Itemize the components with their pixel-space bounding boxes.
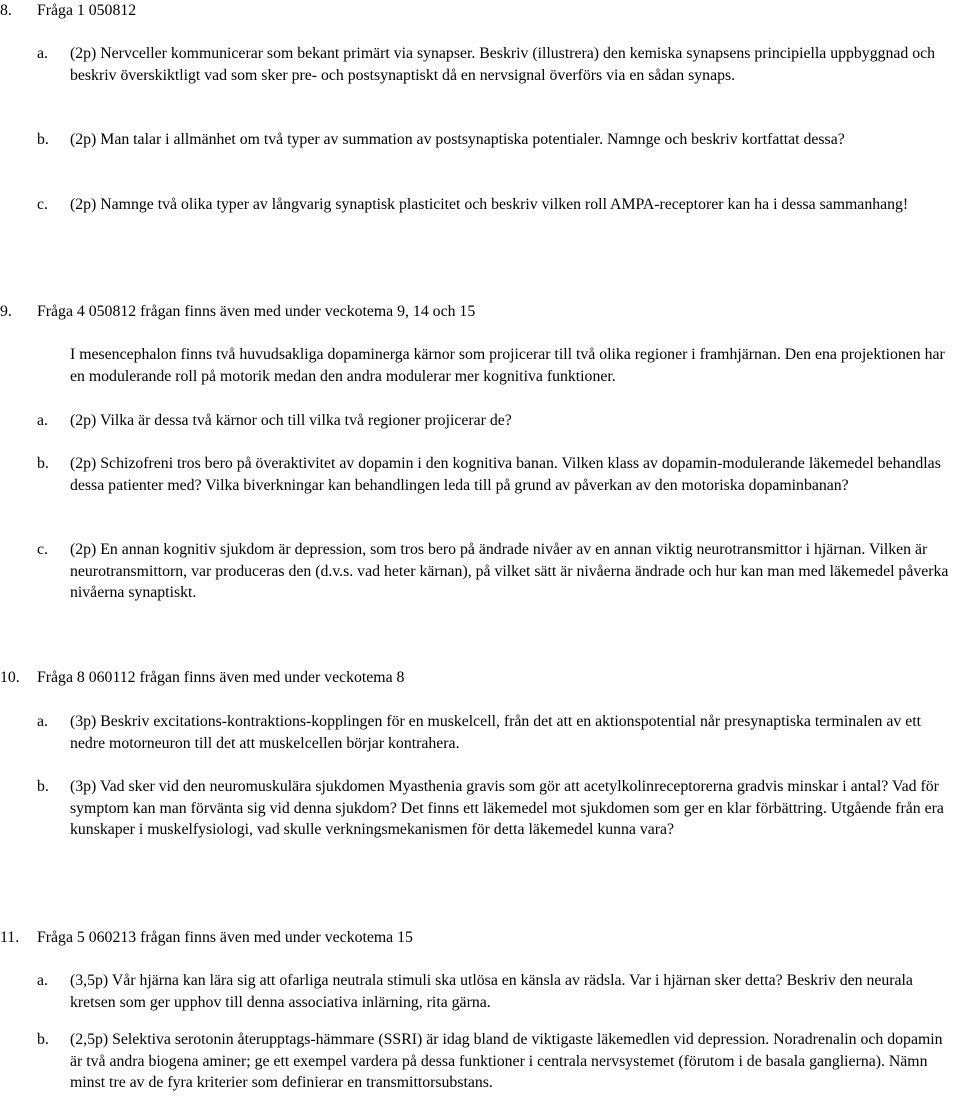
part-text: (2p) Vilka är dessa två kärnor och till vilka två regioner projicerar de? bbox=[70, 412, 512, 429]
part-letter: c. bbox=[37, 541, 48, 558]
part-text: (2p) Namnge två olika typer av långvarig synaptisk plasticitet och beskriv vilken roll AMPA-receptorer kan ha i dessa sammanhang! bbox=[70, 196, 909, 213]
part-letter: a. bbox=[37, 972, 48, 989]
part-letter: b. bbox=[37, 455, 49, 472]
part-text: (2,5p) Selektiva serotonin återupptags-hämmare (SSRI) är idag bland de viktigaste läkemedlen vid depression. Noradrenalin och dopamin är två andra biogena aminer; ge ett exempel vardera på dessa funktioner i centrala nervsystemet (förutom i de basala ganglierna). Nämn minst tre av de fyra kriterier som definierar en transmittorsubstans. bbox=[70, 1031, 943, 1091]
question-10-part-b bbox=[0, 776, 958, 841]
question-11-part-a bbox=[0, 970, 958, 1013]
part-letter: a. bbox=[37, 713, 48, 730]
part-letter: a. bbox=[37, 45, 48, 62]
part-letter: b. bbox=[37, 778, 49, 795]
question-9-part-b bbox=[0, 453, 958, 496]
question-9-intro: I mesencephalon finns två huvudsakliga dopaminerga kärnor som projicerar till två olika regioner i framhjärnan. Den ena projektionen har en modulerande roll på motorik medan den andra modulerar mer kognitiva funktioner. bbox=[70, 346, 945, 385]
question-title: Fråga 4 050812 frågan finns även med under veckotema 9, 14 och 15 bbox=[37, 303, 476, 320]
part-letter: b. bbox=[37, 1031, 49, 1048]
part-text: (2p) Schizofreni tros bero på överaktivitet av dopamin i den kognitiva banan. Vilken klass av dopamin-modulerande läkemedel behandlas dessa patienter med? Vilka biverkningar kan behandlingen leda till på grund av påverkan av den motoriska dopaminbanan? bbox=[70, 455, 941, 494]
question-number: 10. bbox=[0, 669, 20, 686]
question-title: Fråga 1 050812 bbox=[37, 2, 137, 19]
question-8-part-a bbox=[0, 43, 958, 86]
question-10-part-a bbox=[0, 711, 958, 754]
part-text: (3p) Beskriv excitations-kontraktions-kopplingen för en muskelcell, från det att en aktionspotential når presynaptiska terminalen av ett nedre motorneuron till det att muskelcellen börjar kontrahera. bbox=[70, 713, 922, 752]
part-text: (2p) En annan kognitiv sjukdom är depression, som tros bero på ändrade nivåer av en annan viktig neurotransmittor i hjärnan. Vilken är neurotransmittorn, var produceras den (d.v.s. vad heter kärnan), på vilket sätt är nivåerna ändrade och hur kan man med läkemedel påverka nivåerna synaptiskt. bbox=[70, 541, 949, 601]
question-9-part-c bbox=[0, 539, 958, 604]
question-title: Fråga 8 060112 frågan finns även med under veckotema 8 bbox=[37, 669, 405, 686]
question-8-part-c bbox=[0, 194, 958, 216]
part-letter: b. bbox=[37, 131, 49, 148]
question-number: 11. bbox=[0, 929, 20, 946]
part-text: (3p) Vad sker vid den neuromuskulära sjukdomen Myasthenia gravis som gör att acetylkolinreceptorerna gradvis minskar i antal? Vad för symptom kan man förvänta sig vid denna sjukdom? Det finns ett läkemedel mot sjukdomen som ger en klar förbättring. Utgående från era kunskaper i muskelfysiologi, vad skulle verkningsmekanismen för detta läkemedel kunna vara? bbox=[70, 778, 944, 838]
question-8-part-b bbox=[0, 129, 958, 151]
part-text: (2p) Nervceller kommunicerar som bekant primärt via synapser. Beskriv (illustrera) den kemiska synapsens principiella uppbyggnad och beskriv överskiktligt vad som sker pre- och postsynaptiskt då en nervsignal överförs via en sådan synaps. bbox=[70, 45, 936, 84]
part-text: (3,5p) Vår hjärna kan lära sig att ofarliga neutrala stimuli ska utlösa en känsla av rädsla. Var i hjärnan sker detta? Beskriv den neurala kretsen som ger upphov till denna associativa inlärning, rita gärna. bbox=[70, 972, 913, 1011]
question-11-part-b bbox=[0, 1029, 958, 1094]
question-9-part-a bbox=[0, 410, 958, 432]
question-title: Fråga 5 060213 frågan finns även med under veckotema 15 bbox=[37, 929, 413, 946]
part-letter: a. bbox=[37, 412, 48, 429]
question-number: 9. bbox=[0, 303, 12, 320]
part-text: (2p) Man talar i allmänhet om två typer av summation av postsynaptiska potentialer. Namnge och beskriv kortfattat dessa? bbox=[70, 131, 845, 148]
question-number: 8. bbox=[0, 2, 12, 19]
part-letter: c. bbox=[37, 196, 48, 213]
